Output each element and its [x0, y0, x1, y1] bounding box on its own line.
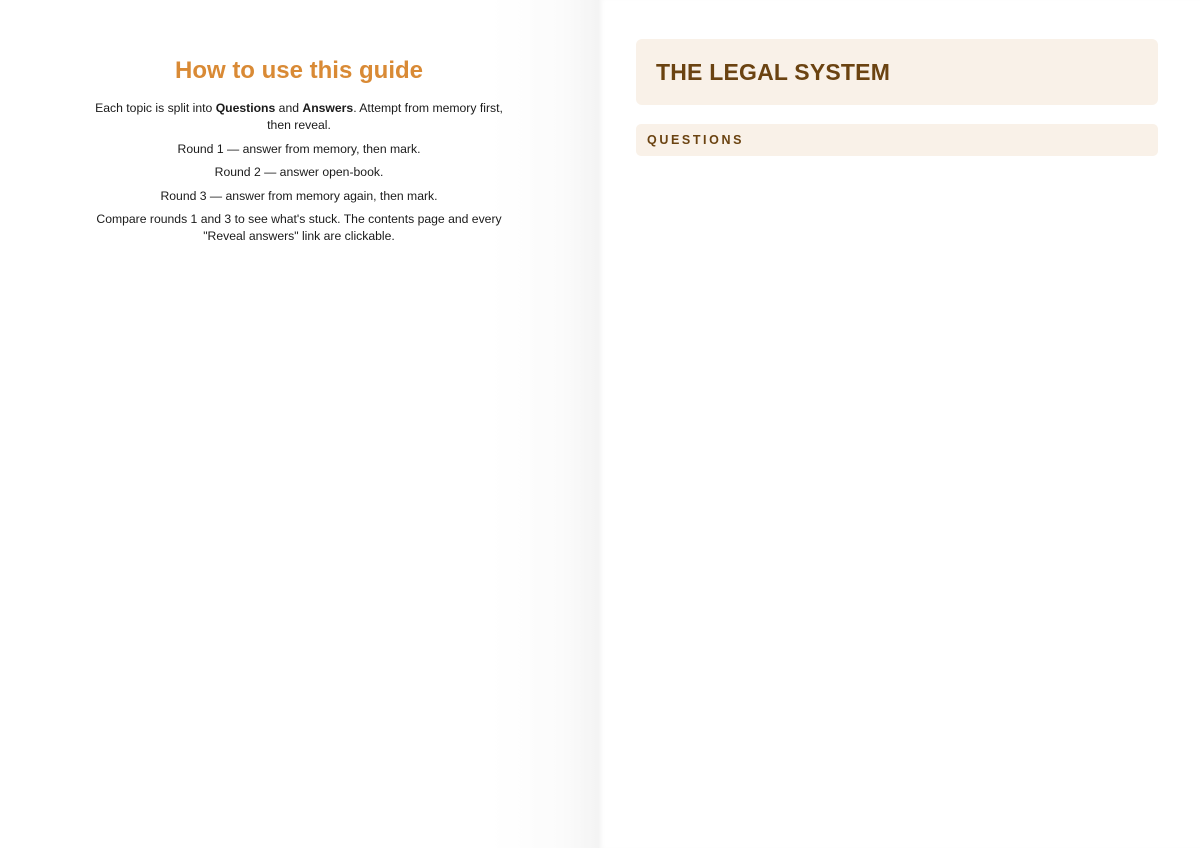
section-title: QUESTIONS	[647, 133, 745, 147]
answers-keyword: Answers	[302, 101, 354, 115]
guide-instructions	[84, 100, 514, 252]
intro-text-start: Each topic is split into	[95, 101, 216, 115]
round-3-instruction: Round 3 — answer from memory again, then mark.	[160, 188, 438, 203]
intro-text-mid: and	[275, 101, 303, 115]
round-2-instruction: Round 2 — answer open-book.	[214, 165, 384, 179]
intro-text-end: . Attempt from memory first, then reveal.	[267, 101, 503, 132]
intro-paragraph	[84, 100, 514, 134]
closing-paragraph: Compare rounds 1 and 3 to see what's stuck. The contents page and every "Reveal answers" link are clickable.	[96, 212, 502, 243]
questions-keyword: Questions	[215, 101, 276, 115]
round-1-instruction: Round 1 — answer from memory, then mark.	[177, 141, 421, 156]
questions-section-header	[636, 124, 1158, 156]
left-page	[0, 0, 598, 848]
chapter-title: THE LEGAL SYSTEM	[656, 58, 891, 85]
guide-title: How to use this guide	[174, 57, 423, 84]
chapter-banner	[636, 39, 1158, 105]
right-page	[598, 0, 1200, 848]
